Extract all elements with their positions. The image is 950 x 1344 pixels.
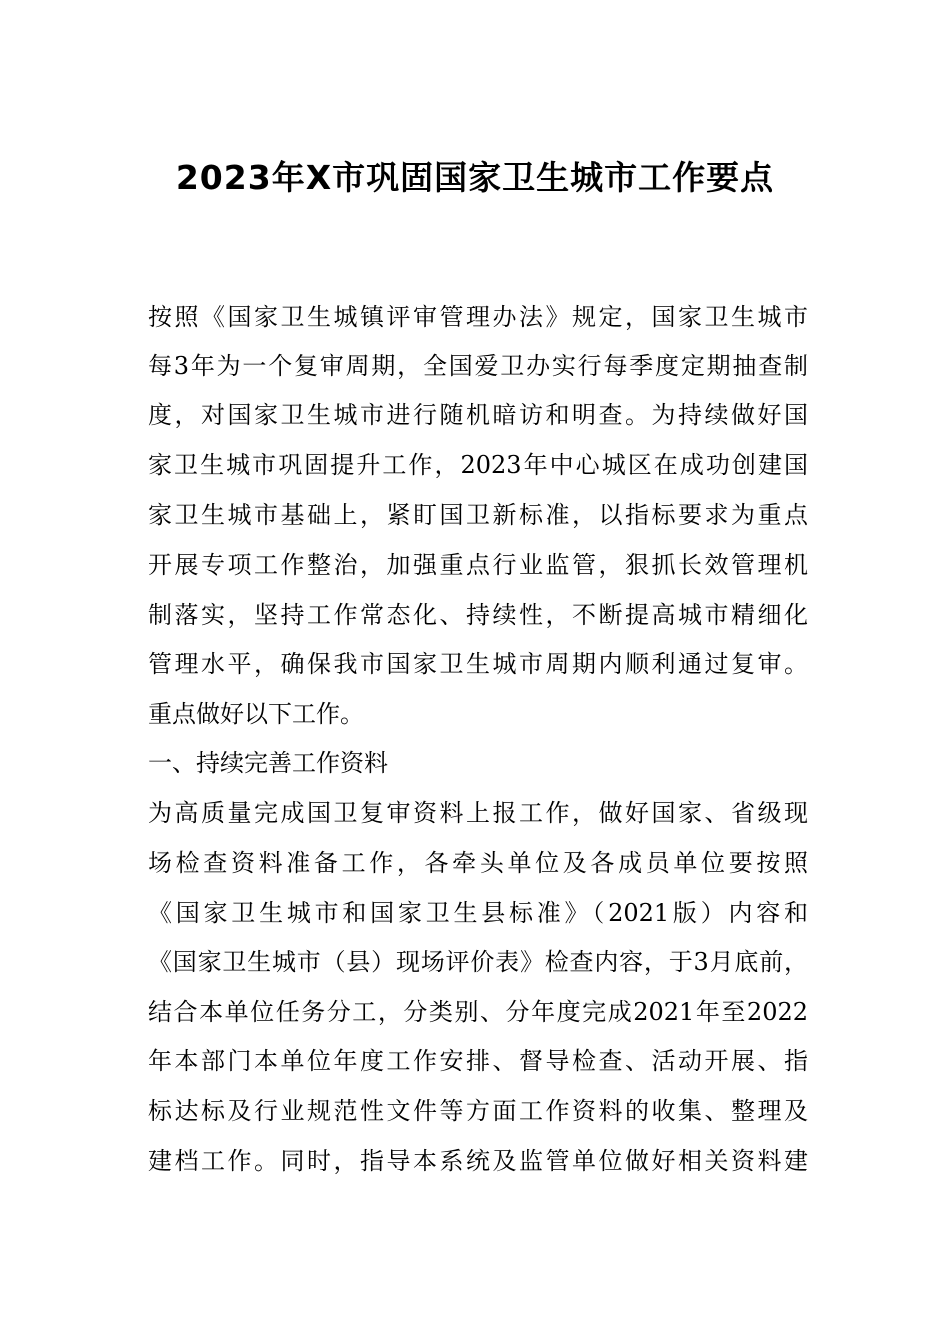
body-line: 《国家卫生城市和国家卫生县标准》（2021版）内容和	[148, 899, 808, 927]
body-line: 制落实，坚持工作常态化、持续性，不断提高城市精细化	[148, 601, 808, 629]
body-line: 年本部门本单位年度工作安排、督导检查、活动开展、指	[148, 1047, 808, 1075]
body-line: 管理水平，确保我市国家卫生城市周期内顺利通过复审。	[148, 650, 808, 678]
body-line: 开展专项工作整治，加强重点行业监管，狠抓长效管理机	[148, 551, 808, 579]
body-line: 《国家卫生城市（县）现场评价表》检查内容，于3月底前，	[148, 948, 808, 976]
body-line: 家卫生城市基础上，紧盯国卫新标准，以指标要求为重点	[148, 501, 808, 529]
body-line: 场检查资料准备工作，各牵头单位及各成员单位要按照	[148, 849, 808, 877]
body-line: 标达标及行业规范性文件等方面工作资料的收集、整理及	[148, 1097, 808, 1125]
body-line: 家卫生城市巩固提升工作，2023年中心城区在成功创建国	[148, 451, 808, 479]
body-line: 建档工作。同时，指导本系统及监管单位做好相关资料建	[148, 1147, 808, 1175]
body-line: 结合本单位任务分工，分类别、分年度完成2021年至2022	[148, 998, 808, 1026]
body-line: 每3年为一个复审周期，全国爱卫办实行每季度定期抽查制	[148, 352, 808, 380]
body-line: 度，对国家卫生城市进行随机暗访和明查。为持续做好国	[148, 401, 808, 429]
body-line: 重点做好以下工作。	[148, 700, 364, 728]
section-heading: 一、持续完善工作资料	[148, 749, 388, 777]
body-line: 为高质量完成国卫复审资料上报工作，做好国家、省级现	[148, 799, 808, 827]
body-line: 按照《国家卫生城镇评审管理办法》规定，国家卫生城市	[148, 303, 808, 331]
document-title: 2023年X市巩固国家卫生城市工作要点	[175, 158, 775, 197]
